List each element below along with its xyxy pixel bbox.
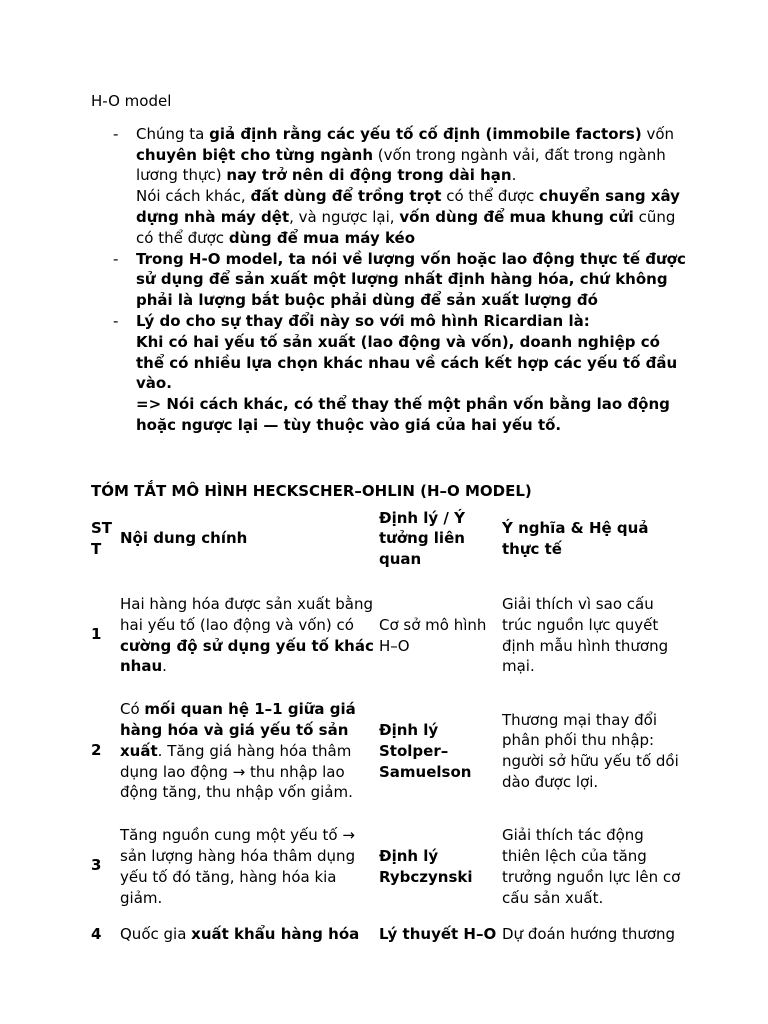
- bullet-dash: -: [113, 249, 119, 268]
- row-stt: 4: [91, 925, 102, 944]
- row-meaning: Thương mại thay đổi phân phối thu nhập: người sở hữu yếu tố dồi dào được lợi.: [502, 710, 679, 791]
- bold-text-run: chuyển sang xây dựng nhà máy dệt: [136, 187, 680, 226]
- row-stt: 1: [91, 625, 102, 644]
- text-run: (vốn trong ngành vải, đất trong ngành lương thực): [136, 145, 666, 185]
- row-content: [120, 918, 379, 955]
- bold-text-run: giả định rằng các yếu tố cố định (immobile factors): [209, 124, 642, 143]
- text-run: Quốc gia: [120, 925, 192, 944]
- bullet-text: [136, 250, 686, 310]
- bold-text-run: cường độ sử dụng yếu tố khác nhau: [120, 636, 374, 676]
- table-row: [91, 918, 683, 955]
- text-run: cũng có thể được: [136, 207, 676, 247]
- row-theorem: Lý thuyết H–O: [379, 925, 497, 944]
- row-meaning: Giải thích vì sao cấu trúc nguồn lực quyết định mẫu hình thương mại.: [502, 594, 669, 676]
- row-meaning: Giải thích tác động thiên lệch của tăng trưởng nguồn lực lên cơ cấu sản xuất.: [502, 826, 681, 907]
- bold-text-run: Lý do cho sự thay đổi này so với mô hình Ricardian là:: [136, 311, 590, 330]
- text-run: , và ngược lại,: [289, 207, 400, 226]
- row-content: [120, 687, 379, 813]
- bullet-item: [91, 124, 691, 249]
- text-run: Chúng ta: [136, 124, 210, 143]
- bold-text-run: => Nói cách khác, có thể thay thế một phần vốn bằng lao động hoặc ngược lại — tùy thuộc vào giá của hai yếu tố.: [136, 395, 670, 434]
- bold-text-run: đất dùng để trồng trọt: [250, 187, 442, 206]
- text-run: Hai hàng hóa được sản xuất bằng hai yếu tố (lao động và vốn) có: [120, 594, 374, 634]
- header-stt: STT: [91, 518, 113, 558]
- bold-text-run: dùng để mua máy kéo: [228, 228, 415, 247]
- text-run: vốn: [641, 124, 675, 143]
- table-header-row: [91, 506, 683, 582]
- row-content: [120, 582, 379, 687]
- bullet-text: [136, 125, 680, 247]
- bold-text-run: chuyên biệt cho từng ngành: [136, 145, 374, 164]
- header-content: Nội dung chính: [120, 529, 248, 548]
- row-theorem: Định lý Stolper–Samuelson: [379, 720, 472, 781]
- bullet-text: [136, 312, 677, 434]
- row-stt: 3: [91, 856, 102, 875]
- table-row: [91, 813, 683, 918]
- bullet-item: [91, 249, 691, 311]
- bold-text-run: Khi có hai yếu tố sản xuất (lao động và vốn), doanh nghiệp có thể có nhiều lựa chọn khác nhau về cách kết hợp các yếu tố đầu vào.: [136, 332, 678, 393]
- document-page: [91, 91, 691, 955]
- bold-text-run: xuất khẩu hàng hóa: [191, 925, 360, 944]
- header-meaning: Ý nghĩa & Hệ quả thực tế: [502, 518, 649, 558]
- bullet-item: [91, 311, 691, 436]
- doc-heading: H-O model: [91, 92, 172, 110]
- summary-table: [91, 506, 683, 956]
- table-row: [91, 582, 683, 687]
- row-meaning: Dự đoán hướng thương: [502, 925, 676, 944]
- bullet-dash: -: [113, 311, 119, 330]
- summary-title: TÓM TẮT MÔ HÌNH HECKSCHER–OHLIN (H–O MODEL): [91, 481, 532, 500]
- bold-text-run: Trong H-O model, ta nói về lượng vốn hoặc lao động thực tế được sử dụng để sản xuất một lượng nhất định hàng hóa, chứ không phải là lượng bắt buộc phải dùng để sản xuất lượng đó: [136, 249, 686, 310]
- text-run: có thể được: [441, 187, 540, 206]
- text-run: . Tăng giá hàng hóa thâm dụng lao động → thu nhập lao động tăng, thu nhập vốn giảm.: [120, 741, 353, 802]
- table-row: [91, 687, 683, 813]
- row-stt: 2: [91, 740, 102, 759]
- text-run: Tăng nguồn cung một yếu tố → sản lượng hàng hóa thâm dụng yếu tố đó tăng, hàng hóa kia giảm.: [120, 826, 356, 907]
- bold-text-run: nay trở nên di động trong dài hạn: [226, 166, 512, 185]
- row-content: [120, 813, 379, 918]
- text-run: .: [511, 166, 517, 185]
- text-run: Nói cách khác,: [136, 187, 251, 206]
- row-theorem: Cơ sở mô hình H–O: [379, 615, 487, 655]
- bold-text-run: vốn dùng để mua khung cửi: [399, 207, 634, 226]
- bold-text-run: mối quan hệ 1–1 giữa giá hàng hóa và giá yếu tố sản xuất: [120, 700, 356, 760]
- row-theorem: Định lý Rybczynski: [379, 846, 473, 886]
- text-run: Có: [120, 700, 145, 719]
- bullet-dash: -: [113, 124, 119, 143]
- text-run: .: [162, 657, 167, 676]
- header-theorem: Định lý / Ý tưởng liên quan: [379, 508, 465, 569]
- bullet-list: [91, 124, 691, 436]
